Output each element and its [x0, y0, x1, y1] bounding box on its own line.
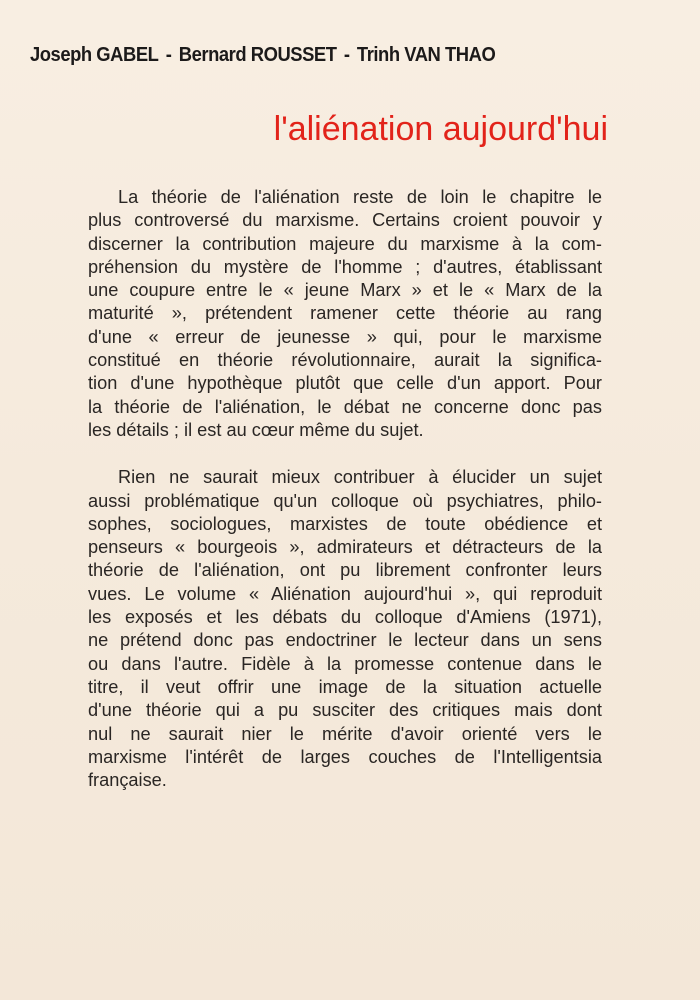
- text-line: marxisme l'intérêt de larges couches de l'Intelligentsia: [88, 746, 602, 767]
- paragraph: [88, 466, 602, 792]
- book-title: l'aliénation aujourd'hui: [273, 110, 608, 148]
- text-line: plus controversé du marxisme. Certains croient pouvoir y: [88, 210, 602, 231]
- text-line: penseurs « bourgeois », admirateurs et détracteurs de la: [88, 537, 602, 558]
- paragraph: [88, 186, 602, 442]
- author-name: Trinh VAN THAO: [356, 44, 496, 66]
- text-line: Rien ne saurait mieux contribuer à élucider un sujet: [118, 467, 602, 488]
- author-name: Joseph GABEL: [30, 44, 159, 66]
- text-line: les détails ; il est au cœur même du sujet.: [88, 419, 424, 440]
- text-line: théorie de l'aliénation, ont pu librement confronter leurs: [88, 560, 602, 581]
- text-line: la théorie de l'aliénation, le débat ne concerne donc pas: [88, 396, 602, 417]
- text-line: aussi problématique qu'un colloque où psychiatres, philo-: [88, 490, 602, 511]
- text-line: d'une « erreur de jeunesse » qui, pour le marxisme: [88, 326, 602, 347]
- blurb-text: [88, 186, 602, 792]
- text-line: maturité », prétendent ramener cette théorie au rang: [88, 303, 602, 324]
- text-line: tion d'une hypothèque plutôt que celle d'un apport. Pour: [88, 373, 602, 394]
- text-line: ne prétend donc pas endoctriner le lecteur dans un sens: [88, 630, 602, 651]
- text-line: sophes, sociologues, marxistes de toute obédience et: [88, 513, 602, 534]
- text-line: constitué en théorie révolutionnaire, aurait la significa-: [88, 350, 602, 371]
- author-name: Bernard ROUSSET: [178, 44, 337, 66]
- text-line: titre, il veut offrir une image de la situation actuelle: [88, 676, 602, 697]
- author-separator: -: [165, 44, 172, 66]
- text-line: discerner la contribution majeure du marxisme à la com-: [88, 233, 602, 254]
- text-line: française.: [88, 770, 167, 791]
- text-line: d'une théorie qui a pu susciter des critiques mais dont: [88, 700, 602, 721]
- author-separator: -: [343, 44, 350, 66]
- text-line: les exposés et les débats du colloque d'Amiens (1971),: [88, 607, 602, 628]
- text-line: préhension du mystère de l'homme ; d'autres, établissant: [88, 256, 602, 277]
- text-line: ou dans l'autre. Fidèle à la promesse contenue dans le: [88, 653, 602, 674]
- authors-line: [30, 44, 619, 67]
- text-line: La théorie de l'aliénation reste de loin le chapitre le: [118, 187, 602, 207]
- text-line: une coupure entre le « jeune Marx » et le « Marx de la: [88, 280, 602, 301]
- text-line: nul ne saurait nier le mérite d'avoir orienté vers le: [88, 723, 602, 744]
- text-line: vues. Le volume « Aliénation aujourd'hui », qui reproduit: [88, 583, 602, 604]
